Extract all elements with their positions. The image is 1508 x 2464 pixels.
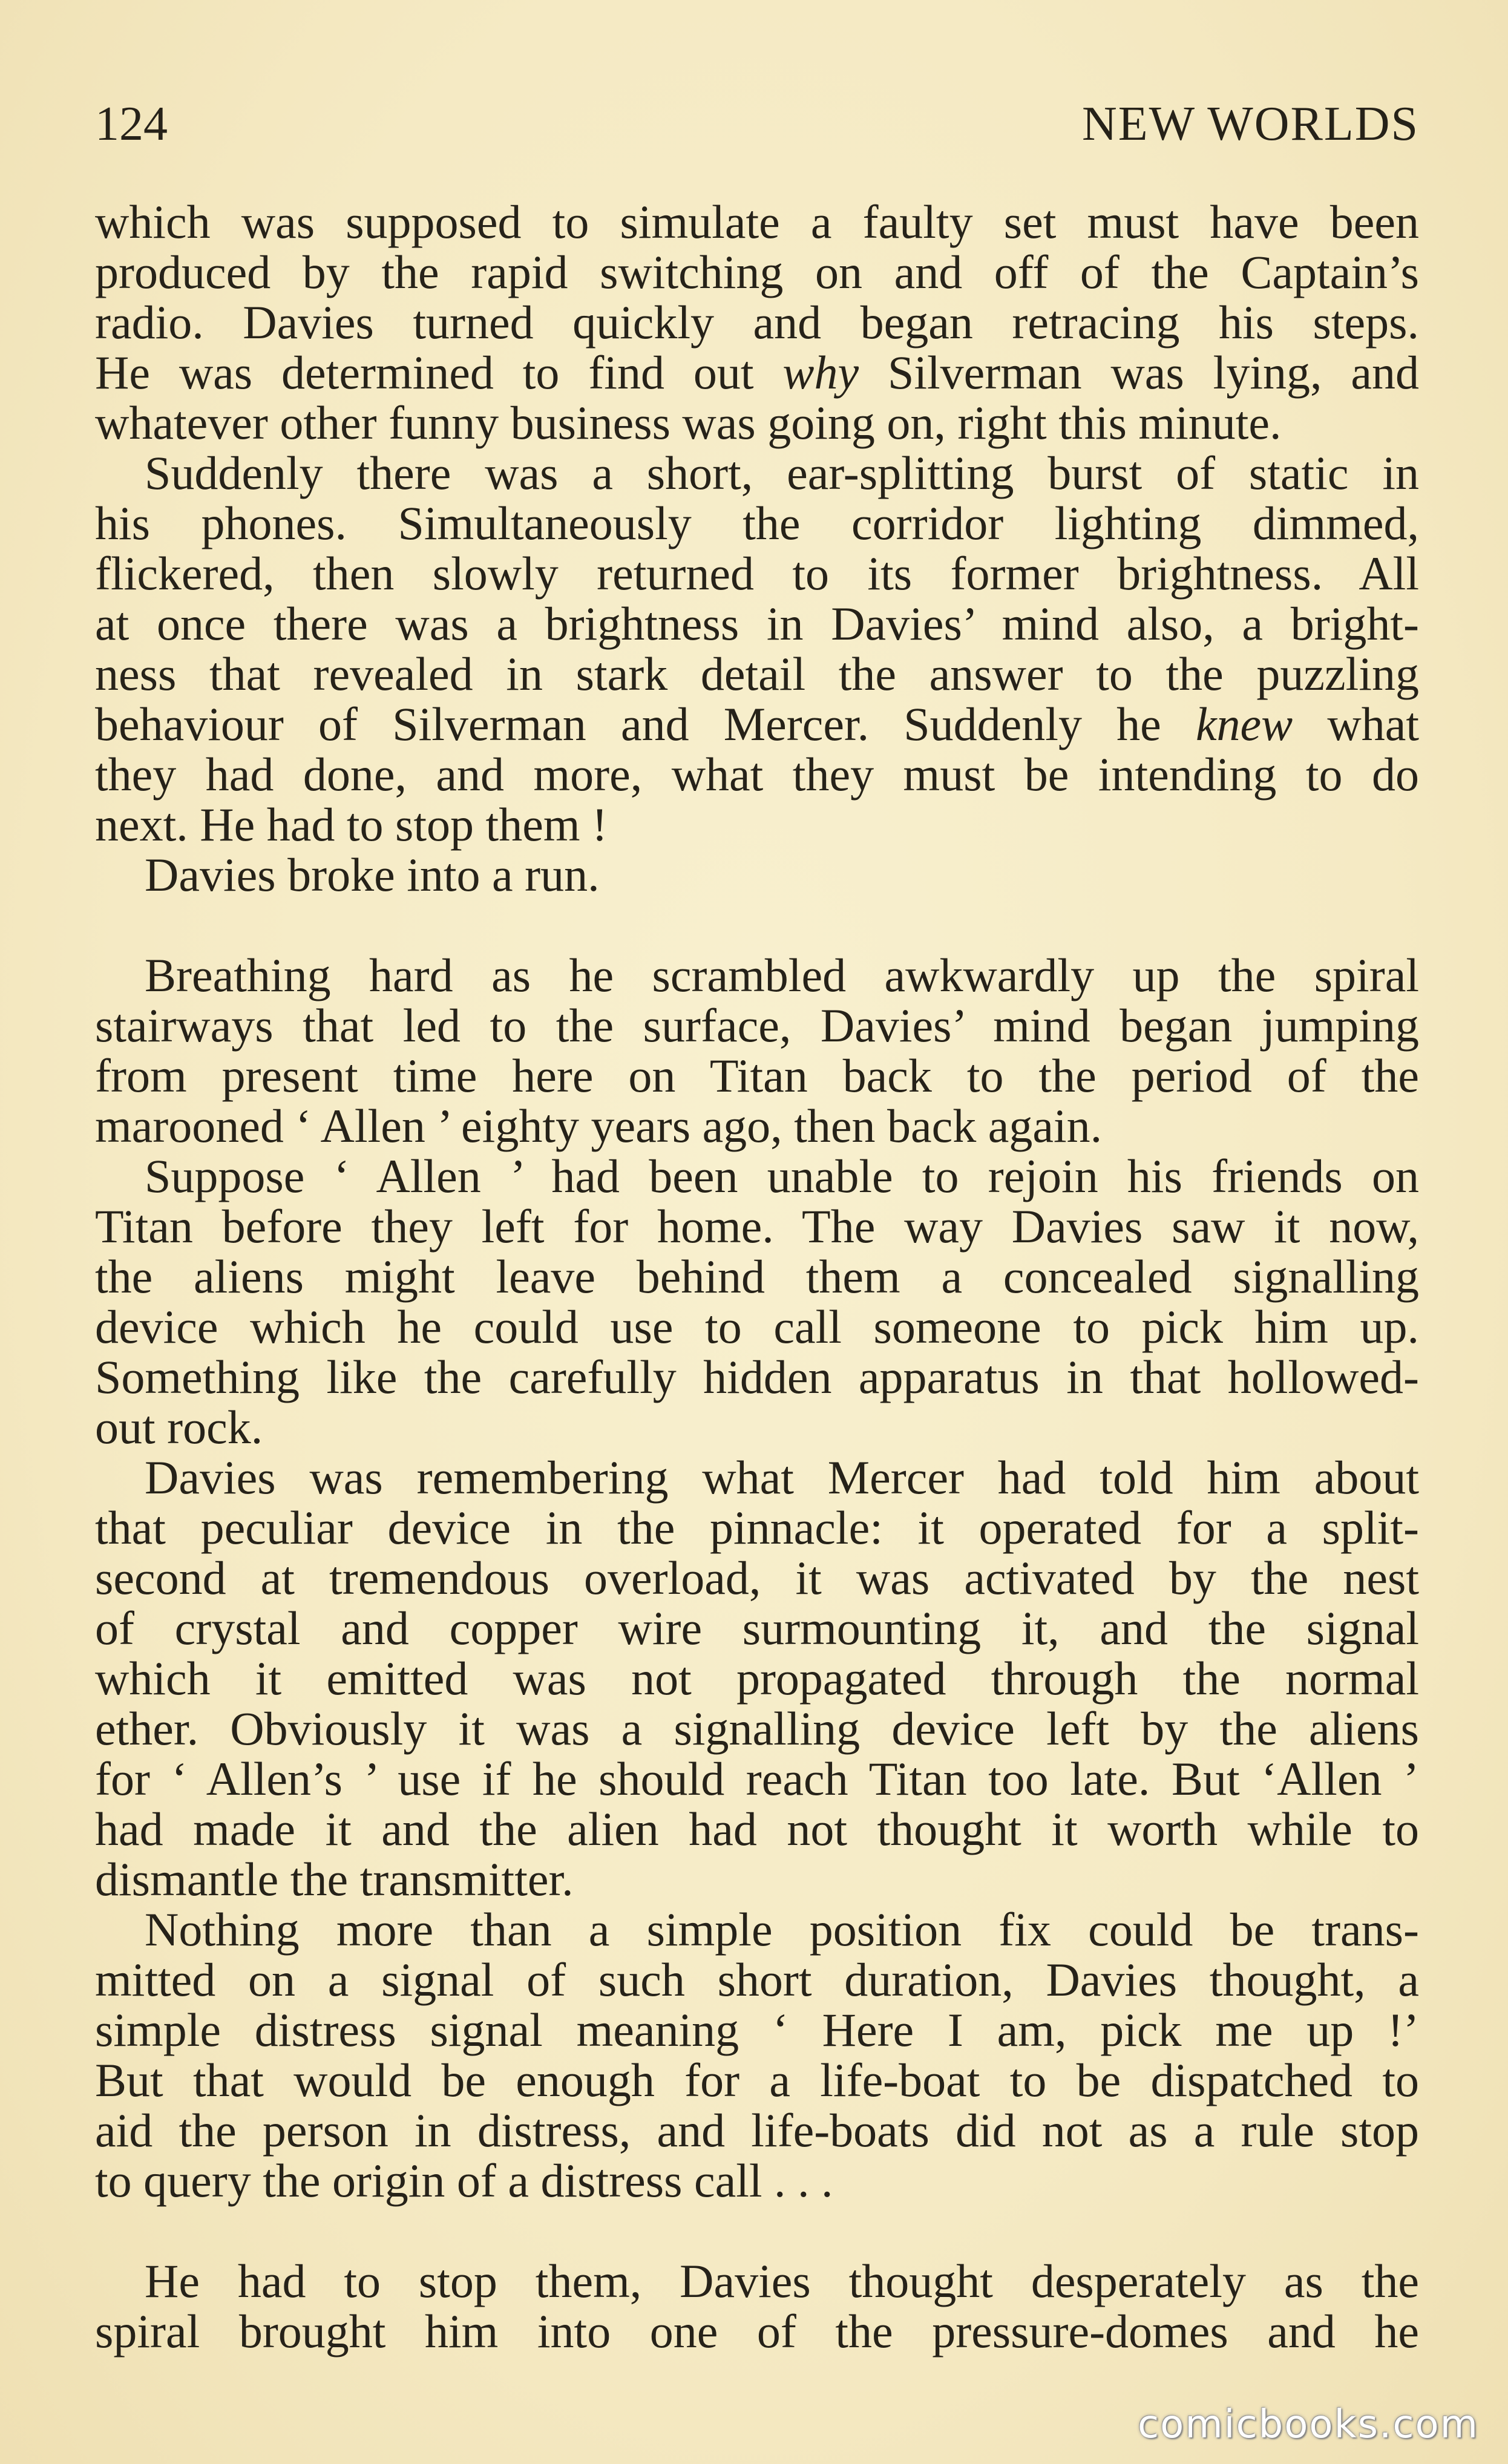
emphasis: knew [1195,698,1293,750]
story-text [95,197,1419,2356]
text-line: for ‘ Allen’s ’ use if he should reach Titan too late. But ‘Allen ’ [95,1752,1419,1805]
text-line: whatever other funny business was going on, right this minute. [95,396,1282,449]
running-head [95,91,1419,157]
text-run: what [1293,698,1419,750]
text-line: ether. Obviously it was a signalling device left by the aliens [95,1702,1419,1755]
text-line: spiral brought him into one of the pressure-domes and he [95,2305,1419,2358]
text-line: had made it and the alien had not thought it worth while to [95,1803,1419,1855]
section-break [95,900,1419,950]
text-line: Breathing hard as he scrambled awkwardly up the spiral [145,949,1419,1001]
text-line [95,347,1419,398]
text-line: which it emitted was not propagated through the normal [95,1652,1419,1705]
text-line: marooned ‘ Allen ’ eighty years ago, then back again. [95,1099,1103,1152]
page-number: 124 [95,97,168,151]
text-line: device which he could use to call someone to pick him up. [95,1300,1419,1353]
text-line: at once there was a brightness in Davies’ mind also, a bright- [95,597,1419,650]
text-line: to query the origin of a distress call . . . [95,2154,833,2207]
text-line: ness that revealed in stark detail the answer to the puzzling [95,647,1419,700]
section-break [95,2206,1419,2256]
text-line: Davies was remembering what Mercer had told him about [145,1451,1419,1504]
text-line: flickered, then slowly returned to its former brightness. All [95,547,1419,600]
text-line: Suddenly there was a short, ear-splitting burst of static in [145,447,1419,499]
text-line: they had done, and more, what they must be intending to do [95,748,1419,801]
text-line: his phones. Simultaneously the corridor lighting dimmed, [95,497,1419,549]
text-line: stairways that led to the surface, Davies’ mind began jumping [95,999,1419,1052]
text-line: produced by the rapid switching on and off of the Captain’s [95,246,1419,298]
text-line: second at tremendous overload, it was activated by the nest [95,1551,1419,1604]
text-line [95,699,1419,749]
text-line: Something like the carefully hidden apparatus in that hollowed- [95,1351,1419,1403]
text-line: next. He had to stop them ! [95,798,608,851]
text-line: Suppose ‘ Allen ’ had been unable to rejoin his friends on [145,1150,1419,1202]
text-line: simple distress signal meaning ‘ Here I am, pick me up !’ [95,2004,1419,2056]
text-line: radio. Davies turned quickly and began retracing his steps. [95,296,1419,349]
site-watermark: comicbooks.com [1137,2402,1479,2447]
text-line: mitted on a signal of such short duration, Davies thought, a [95,1953,1419,2006]
text-line: Nothing more than a simple position fix could be trans- [145,1903,1419,1956]
text-line: But that would be enough for a life-boat to be dispatched to [95,2054,1419,2106]
emphasis: why [782,346,859,399]
journal-title: NEW WORLDS [1081,97,1419,151]
text-line: dismantle the transmitter. [95,1853,574,1905]
text-line: Davies broke into a run. [145,848,600,901]
text-line: the aliens might leave behind them a concealed signalling [95,1250,1419,1303]
text-run: He was determined to find out [95,346,783,399]
text-run: Silverman was lying, and [859,346,1420,399]
text-line: Titan before they left for home. The way Davies saw it now, [95,1200,1419,1253]
text-line: that peculiar device in the pinnacle: it operated for a split- [95,1501,1419,1554]
text-line: from present time here on Titan back to the period of the [95,1049,1419,1102]
text-run: behaviour of Silverman and Mercer. Suddenly he [95,698,1196,750]
text-line: He had to stop them, Davies thought desperately as the [145,2255,1419,2307]
text-line: aid the person in distress, and life-boats did not as a rule stop [95,2104,1419,2157]
text-line: which was supposed to simulate a faulty set must have been [95,195,1419,248]
text-line: out rock. [95,1401,263,1453]
text-line: of crystal and copper wire surmounting it, and the signal [95,1602,1419,1654]
